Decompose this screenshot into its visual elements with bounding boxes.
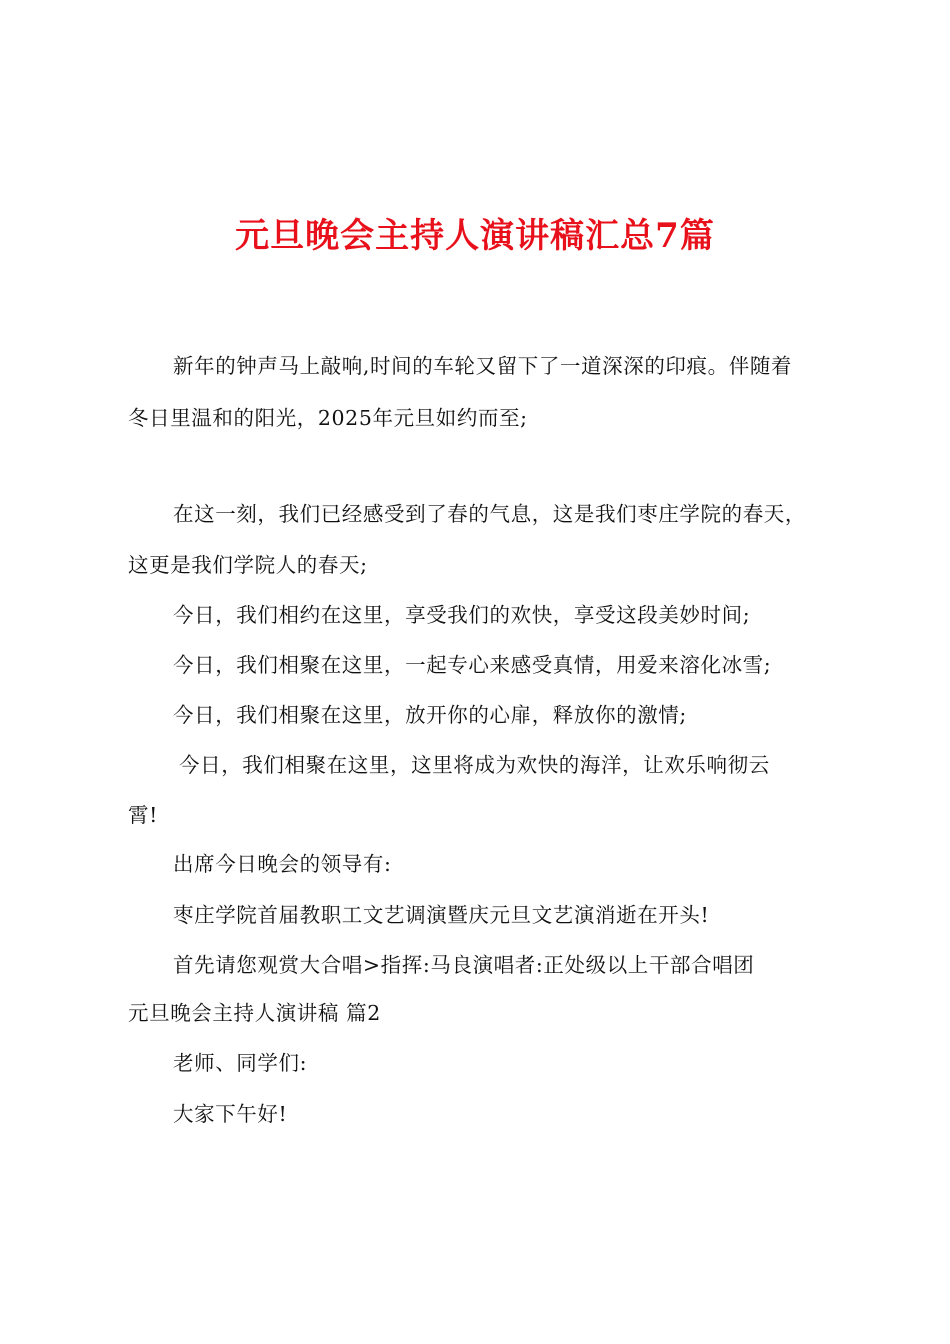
paragraph-line: 大家下午好! — [173, 1102, 288, 1126]
paragraph-line: 今日，我们相聚在这里，这里将成为欢快的海洋，让欢乐响彻云 — [179, 753, 770, 777]
paragraph-line: 新年的钟声马上敲响,时间的车轮又留下了一道深深的印痕。伴随着 — [173, 354, 793, 378]
document-title: 元旦晚会主持人演讲稿汇总7篇 — [235, 216, 715, 256]
paragraph-line: 这更是我们学院人的春天; — [128, 553, 368, 577]
paragraph-line: 今日，我们相聚在这里，一起专心来感受真情，用爱来溶化冰雪; — [173, 653, 772, 677]
paragraph-line: 首先请您观赏大合唱>指挥:马良演唱者:正处级以上干部合唱团 — [173, 953, 755, 977]
paragraph-line: 枣庄学院首届教职工文艺调演暨庆元旦文艺演消逝在开头! — [173, 903, 710, 927]
paragraph-line: 在这一刻，我们已经感受到了春的气息，这是我们枣庄学院的春天， — [173, 502, 806, 526]
paragraph-line: 冬日里温和的阳光，2025年元旦如约而至; — [128, 406, 528, 430]
paragraph-line: 霄! — [128, 803, 158, 827]
section-heading: 元旦晚会主持人演讲稿 篇2 — [128, 1001, 381, 1025]
paragraph-line: 老师、同学们: — [173, 1051, 308, 1075]
paragraph-line: 今日，我们相聚在这里，放开你的心扉，释放你的激情; — [173, 703, 687, 727]
paragraph-line: 今日，我们相约在这里，享受我们的欢快，享受这段美妙时间; — [173, 603, 751, 627]
paragraph-line: 出席今日晚会的领导有: — [173, 852, 392, 876]
